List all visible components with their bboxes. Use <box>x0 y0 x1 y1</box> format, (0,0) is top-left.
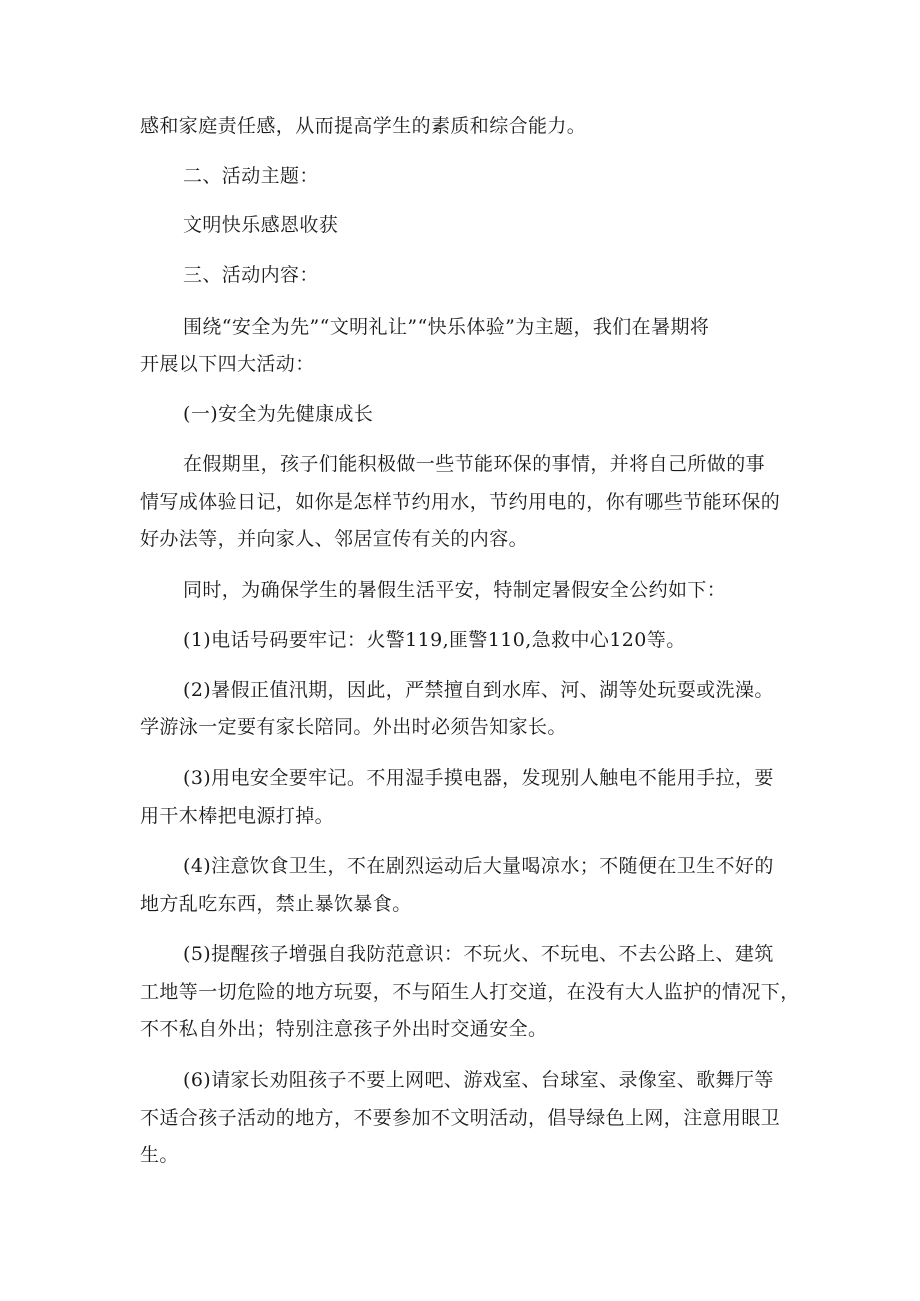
paragraph-line: 围绕“安全为先”“文明礼让”“快乐体验”为主题，我们在暑期将 <box>183 316 710 338</box>
rule-item-6-cont: 生。 <box>140 1144 179 1166</box>
rule-item-2: (2)暑假正值汛期，因此，严禁擅自到水库、河、湖等处玩耍或洗澡。 <box>183 679 774 701</box>
paragraph-line: 情写成体验日记，如你是怎样节约用水，节约用电的，你有哪些节能环保的 <box>140 491 781 513</box>
section-heading-content: 三、活动内容： <box>183 264 319 286</box>
theme-text: 文明快乐感恩收获 <box>183 214 339 236</box>
paragraph-line: 好办法等，并向家人、邻居宣传有关的内容。 <box>140 528 529 550</box>
subsection-heading: (一)安全为先健康成长 <box>183 403 374 425</box>
paragraph-line: 感和家庭责任感，从而提高学生的素质和综合能力。 <box>140 115 587 137</box>
section-heading-theme: 二、活动主题： <box>183 165 319 187</box>
rule-item-6-cont: 不适合孩子活动的地方，不要参加不文明活动，倡导绿色上网，注意用眼卫 <box>140 1107 781 1129</box>
rule-item-3: (3)用电安全要牢记。不用湿手摸电器，发现别人触电不能用手拉，要 <box>183 767 774 789</box>
rule-item-4: (4)注意饮食卫生，不在剧烈运动后大量喝凉水；不随便在卫生不好的 <box>183 855 774 877</box>
paragraph-line: 开展以下四大活动： <box>140 353 315 375</box>
paragraph-line: 同时，为确保学生的暑假生活平安，特制定暑假安全公约如下： <box>183 579 727 601</box>
rule-item-5-cont: 工地等一切危险的地方玩耍，不与陌生人打交道，在没有大人监护的情况下， <box>140 981 800 1003</box>
rule-item-5: (5)提醒孩子增强自我防范意识：不玩火、不玩电、不去公路上、建筑 <box>183 943 774 965</box>
rule-item-6: (6)请家长劝阻孩子不要上网吧、游戏室、台球室、录像室、歌舞厅等 <box>183 1069 774 1091</box>
rule-item-2-cont: 学游泳一定要有家长陪同。外出时必须告知家长。 <box>140 716 567 738</box>
rule-item-4-cont: 地方乱吃东西，禁止暴饮暴食。 <box>140 893 412 915</box>
rule-item-3-cont: 用干木棒把电源打掉。 <box>140 805 335 827</box>
rule-item-1: (1)电话号码要牢记：火警119,匪警110,急救中心120等。 <box>183 629 686 651</box>
paragraph-line: 在假期里，孩子们能积极做一些节能环保的事情，并将自己所做的事 <box>183 453 766 475</box>
rule-item-5-cont: 不不私自外出；特别注意孩子外出时交通安全。 <box>140 1018 548 1040</box>
